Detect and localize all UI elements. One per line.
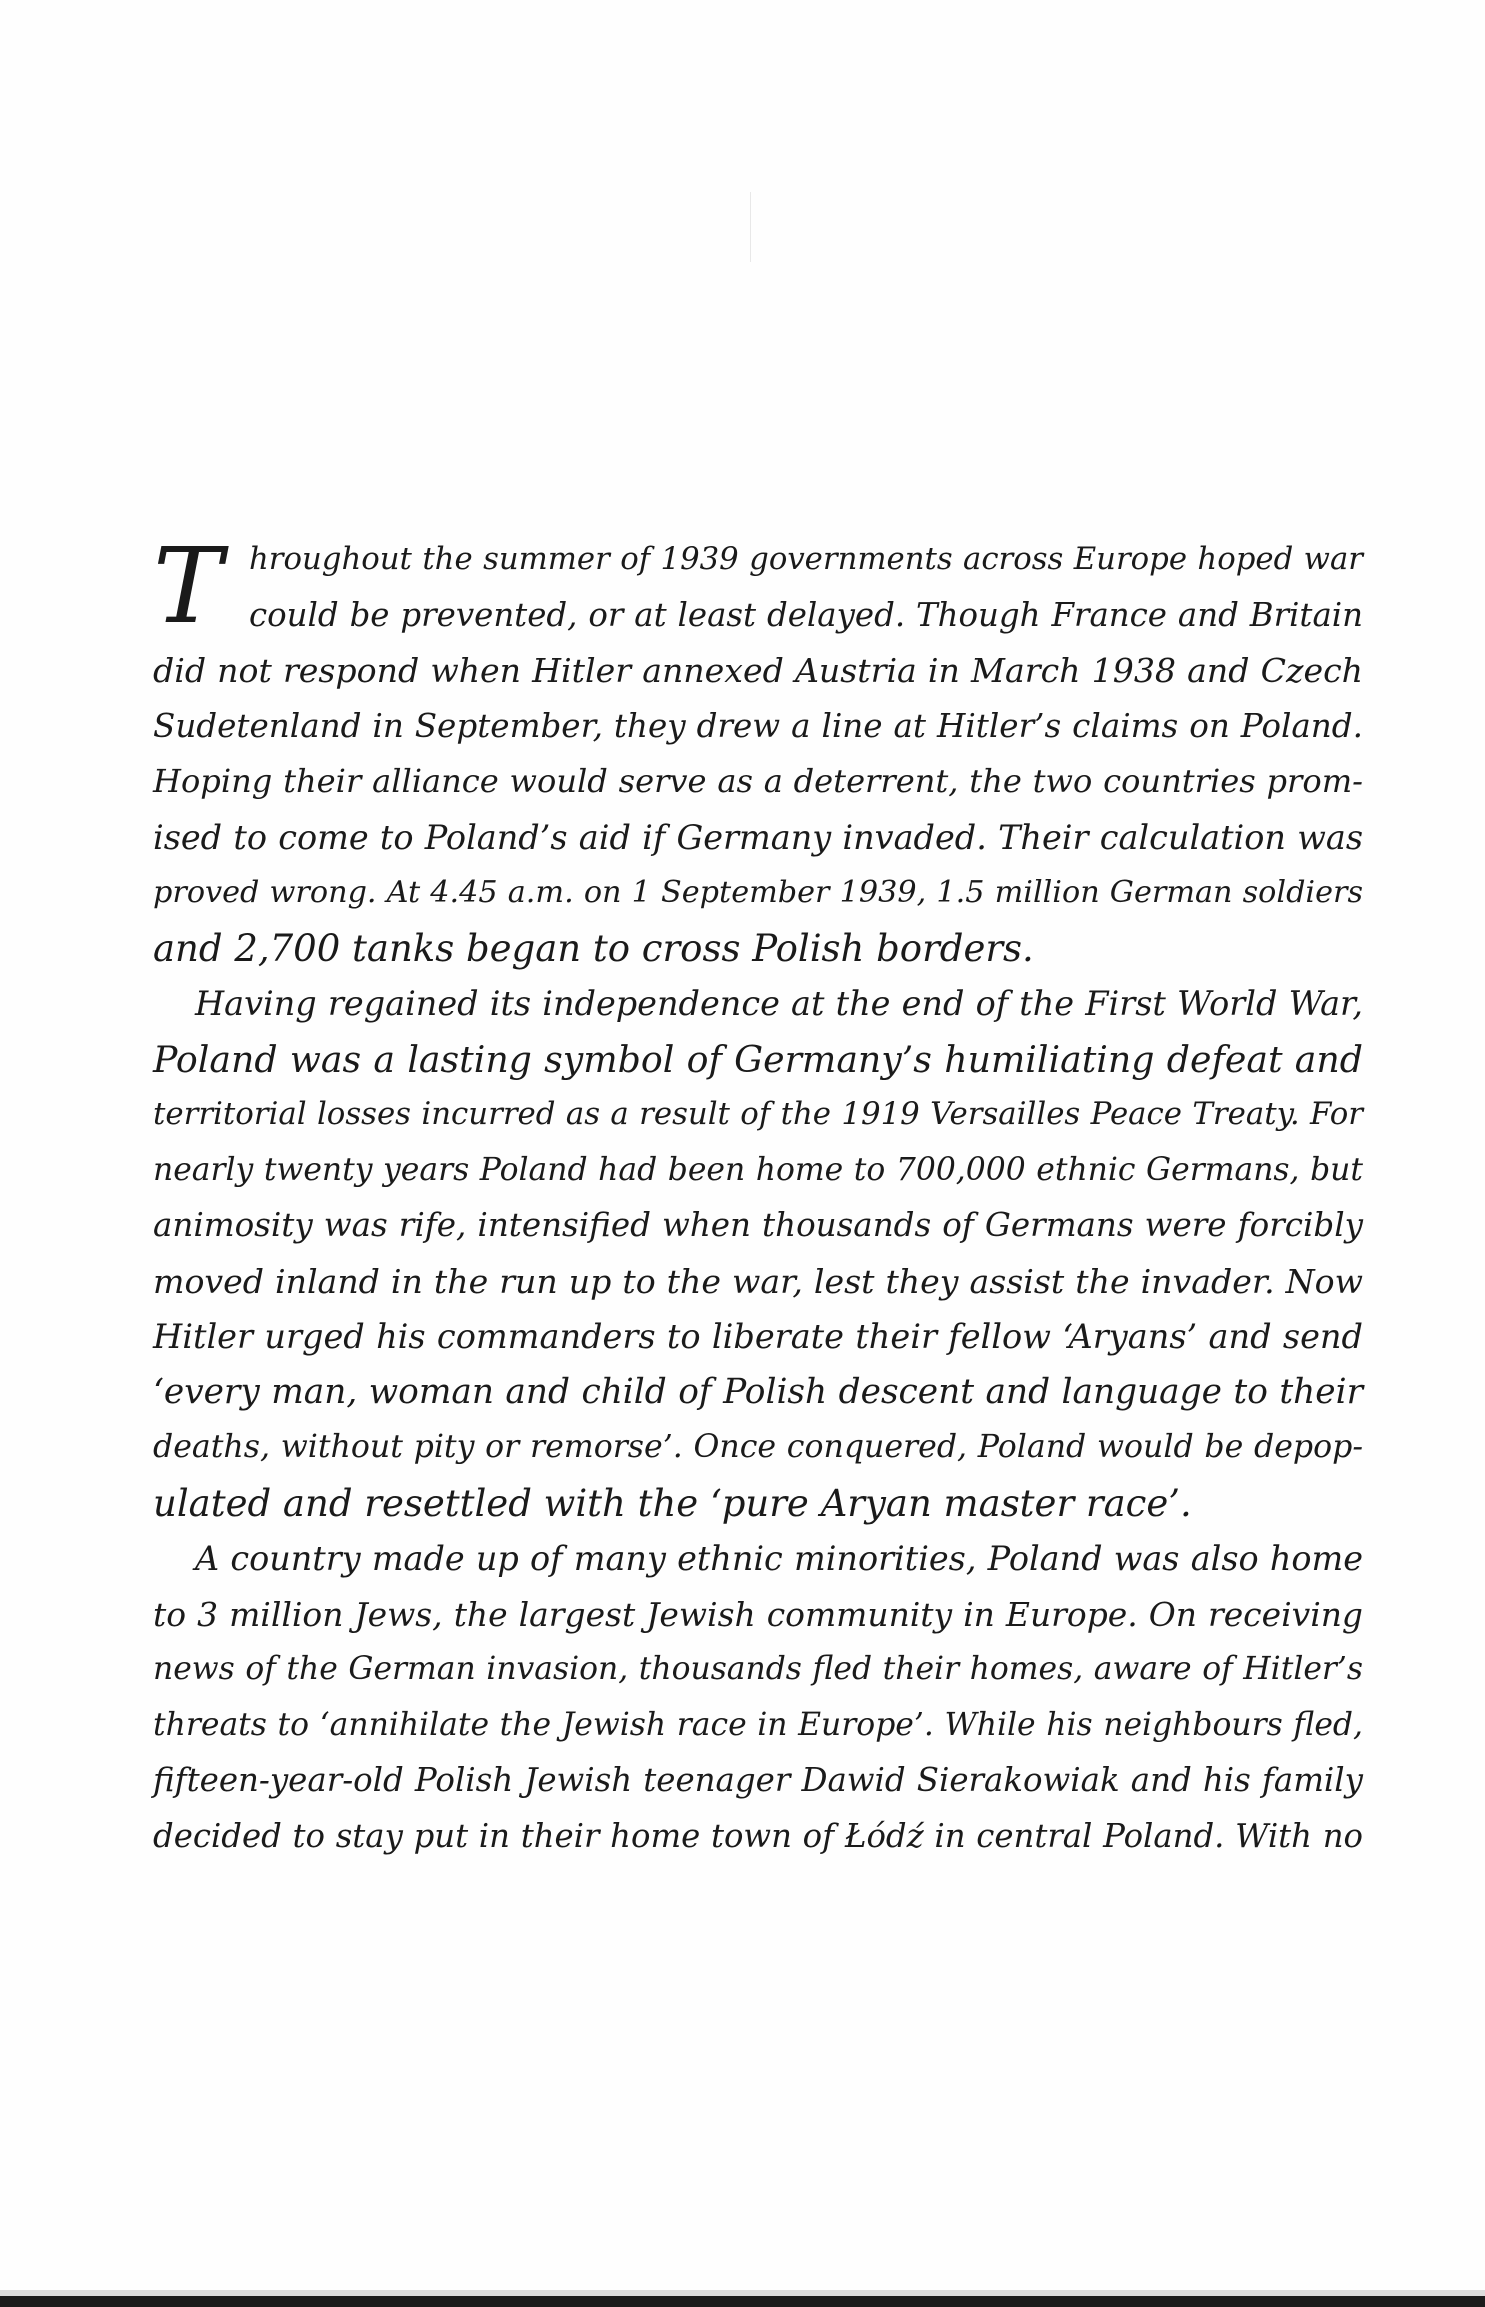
text-line: threats to ‘annihilate the Jewish race in Europe’. While his neighbours fled, <box>153 1706 1363 1743</box>
paragraph-3 <box>153 1531 1363 1864</box>
text-line: ‘every man, woman and child of Polish descent and language to their <box>153 1371 1363 1412</box>
text-line: could be prevented, or at least delayed. Though France and Britain <box>249 595 1363 634</box>
scan-artifact <box>750 192 751 262</box>
drop-cap: T <box>153 525 223 647</box>
text-line: deaths, without pity or remorse’. Once conquered, Poland would be depop- <box>153 1429 1363 1465</box>
paragraph-2 <box>153 976 1363 1531</box>
text-line: and 2,700 tanks began to cross Polish borders. <box>153 926 1034 970</box>
text-line: animosity was rife, intensified when thousands of Germans were forcibly <box>153 1206 1363 1244</box>
text-line: news of the German invasion, thousands fled their homes, aware of Hitler’s <box>153 1651 1363 1687</box>
text-line: Poland was a lasting symbol of Germany’s humiliating defeat and <box>153 1037 1363 1081</box>
text-line: proved wrong. At 4.45 a.m. on 1 September 1939, 1.5 million German soldiers <box>153 875 1363 910</box>
text-line: ised to come to Poland’s aid if Germany invaded. Their calculation was <box>153 817 1363 857</box>
page-bottom-edge <box>0 2296 1485 2307</box>
text-line: Having regained its independence at the end of the First World War, <box>195 984 1363 1023</box>
text-line: territorial losses incurred as a result of the 1919 Versailles Peace Treaty. For <box>153 1096 1363 1132</box>
paragraph-1 <box>153 525 1363 976</box>
body-text <box>153 525 1363 1864</box>
text-line: Hoping their alliance would serve as a deterrent, the two countries prom- <box>153 762 1363 800</box>
text-line: Hitler urged his commanders to liberate their fellow ‘Aryans’ and send <box>153 1317 1363 1356</box>
text-line: fifteen-year-old Polish Jewish teenager Dawid Sierakowiak and his family <box>153 1761 1363 1799</box>
text-line: did not respond when Hitler annexed Austria in March 1938 and Czech <box>153 651 1363 690</box>
text-line: nearly twenty years Poland had been home to 700,000 ethnic Germans, but <box>153 1151 1363 1188</box>
text-line: A country made up of many ethnic minorities, Poland was also home <box>195 1539 1363 1578</box>
text-line-content: hroughout the summer of 1939 governments across Europe hoped war <box>249 541 1363 577</box>
text-line: to 3 million Jews, the largest Jewish community in Europe. On receiving <box>153 1594 1363 1634</box>
text-line: ulated and resettled with the ‘pure Aryan master race’. <box>153 1481 1192 1525</box>
text-line: moved inland in the run up to the war, lest they assist the invader. Now <box>153 1261 1363 1301</box>
text-line: decided to stay put in their home town of Łódź in central Poland. With no <box>153 1816 1363 1855</box>
text-line: Sudetenland in September, they drew a line at Hitler’s claims on Poland. <box>153 706 1363 745</box>
